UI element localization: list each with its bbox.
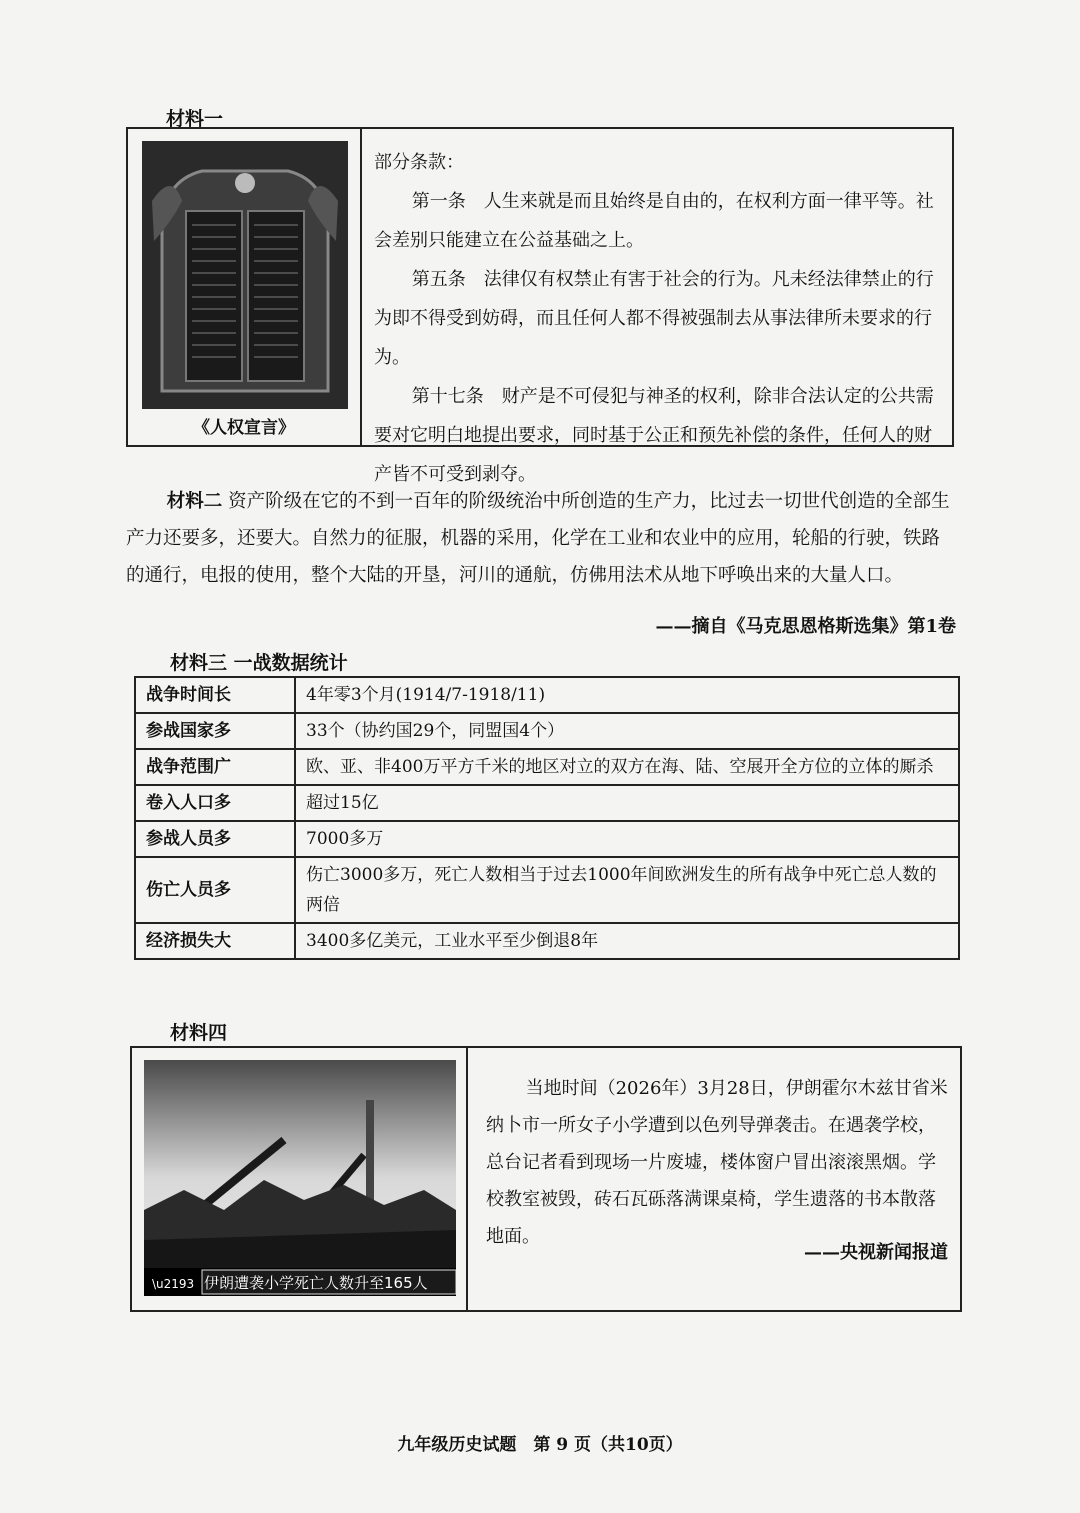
- clauses-heading: 部分条款：: [374, 152, 464, 173]
- ww1-stats-table: [134, 676, 960, 960]
- row-key: 参战人员多: [135, 821, 295, 857]
- material1-box: [126, 127, 954, 485]
- table-row: [135, 677, 959, 713]
- material2-body: 资产阶级在它的不到一百年的阶级统治中所创造的生产力，比过去一切世代创造的全部生产力还要多，还要大。自然力的征服，机器的采用，化学在工业和农业中的应用，轮船的行驶，铁路的通行，电报的使用，整个大陆的开垦，河川的通航，仿佛用法术从地下呼唤出来的大量人口。: [126, 491, 950, 586]
- row-value: 伤亡3000多万，死亡人数相当于过去1000年间欧洲发生的所有战争中死亡总人数的两倍: [295, 857, 959, 923]
- row-key: 卷入人口多: [135, 785, 295, 821]
- clause-1: 第一条 人生来就是而且始终是自由的，在权利方面一律平等。社会差别只能建立在公益基础之上。: [374, 191, 934, 251]
- page-footer: 九年级历史试题 第 9 页（共10页）: [397, 1435, 683, 1455]
- row-key: 参战国家多: [135, 713, 295, 749]
- material1-photo-cell: [128, 129, 362, 445]
- svg-text:\u2193: \u2193: [152, 1277, 195, 1291]
- row-value: 超过15亿: [295, 785, 959, 821]
- news-photo: [144, 1060, 456, 1296]
- material4-label: 材料四: [170, 1022, 228, 1044]
- table-row: [135, 713, 959, 749]
- material4-photo-cell: [132, 1048, 468, 1310]
- row-key: 战争时间长: [135, 677, 295, 713]
- material1-text: [374, 143, 946, 494]
- row-key: 伤亡人员多: [135, 857, 295, 923]
- row-value: 7000多万: [295, 821, 959, 857]
- clause-17: 第十七条 财产是不可侵犯与神圣的权利，除非合法认定的公共需要对它明白地提出要求，同时基于公正和预先补偿的条件，任何人的财产皆不可受到剥夺。: [374, 386, 934, 485]
- row-key: 经济损失大: [135, 923, 295, 959]
- material1-label: 材料一: [166, 108, 224, 130]
- material3-label: 材料三 一战数据统计: [170, 652, 348, 674]
- table-row: [135, 857, 959, 923]
- table-row: [135, 749, 959, 785]
- material2-text: [126, 483, 956, 594]
- news-photo-caption: 伊朗遭袭小学死亡人数升至165人: [204, 1274, 428, 1292]
- row-value: 4年零3个月(1914/7-1918/11): [295, 677, 959, 713]
- material2-label: 材料二: [166, 491, 223, 512]
- row-value: 欧、亚、非400万平方千米的地区对立的双方在海、陆、空展开全方位的立体的厮杀: [295, 749, 959, 785]
- material4-source: ——央视新闻报道: [804, 1242, 948, 1263]
- material4-body: 当地时间（2026年）3月28日，伊朗霍尔木兹甘省米纳卜市一所女子小学遭到以色列导弹袭击。在遇袭学校，总台记者看到现场一片废墟，楼体窗户冒出滚滚黑烟。学校教室被毁，砖石瓦砾落满课桌椅，学生遗落的书本散落地面。: [486, 1078, 948, 1247]
- material4-text: [486, 1070, 948, 1255]
- material1-caption: 《人权宣言》: [193, 418, 295, 438]
- material4-box: [130, 1046, 962, 1312]
- row-key: 战争范围广: [135, 749, 295, 785]
- declaration-monument-drawing: [142, 141, 348, 409]
- row-value: 3400多亿美元，工业水平至少倒退8年: [295, 923, 959, 959]
- table-row: [135, 821, 959, 857]
- material2-source: ——摘自《马克思恩格斯选集》第1卷: [655, 616, 956, 637]
- news-photo-drawing: [144, 1060, 456, 1296]
- row-value: 33个（协约国29个，同盟国4个）: [295, 713, 959, 749]
- declaration-monument-image: [142, 141, 348, 409]
- table-row: [135, 785, 959, 821]
- table-row: [135, 923, 959, 959]
- clause-5: 第五条 法律仅有权禁止有害于社会的行为。凡未经法律禁止的行为即不得受到妨碍，而且任何人都不得被强制去从事法律所未要求的行为。: [374, 269, 934, 368]
